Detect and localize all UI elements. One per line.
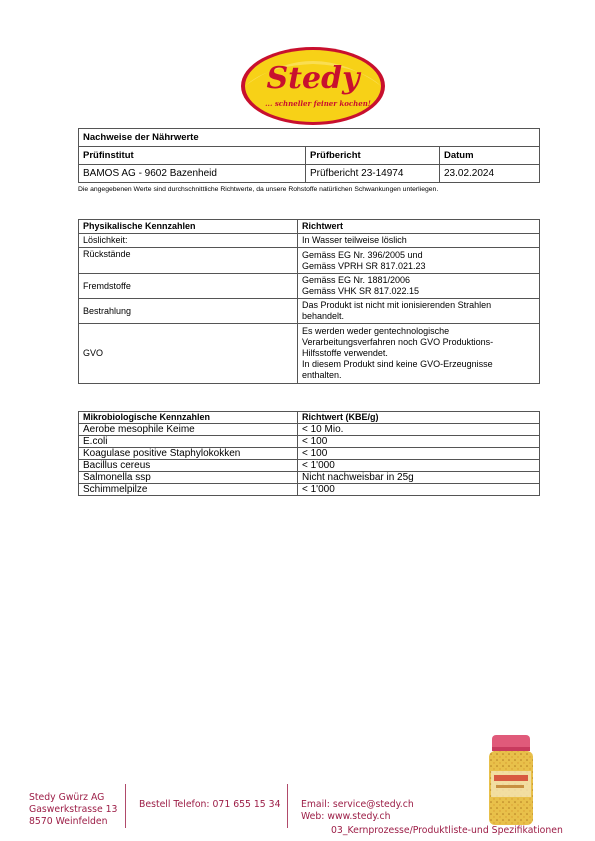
table-row [79,484,540,496]
naehrwerte-table [78,128,540,183]
phys-label: Fremdstoffe [79,274,298,299]
footer-address: Stedy Gwürz AG Gaswerkstrasse 13 8570 Weinfelden [29,792,118,827]
mikro-header-value: Richtwert (KBE/g) [298,412,540,424]
mikro-value: < 1'000 [298,460,540,472]
physikalisch-table [78,219,540,384]
phys-value: Gemäss EG Nr. 1881/2006 Gemäss VHK SR 817.022.15 [298,274,540,299]
mikro-label: Bacillus cereus [79,460,298,472]
mikro-value: < 100 [298,448,540,460]
mikro-value: Nicht nachweisbar in 25g [298,472,540,484]
table-row [79,234,540,248]
value-pruefinstitut: BAMOS AG - 9602 Bazenheid [79,165,306,183]
phys-label: GVO [79,324,298,384]
mikro-header-name: Mikrobiologische Kennzahlen [79,412,298,424]
header-pruefinstitut: Prüfinstitut [79,147,306,165]
phys-value: Das Produkt ist nicht mit ionisierenden Strahlen behandelt. [298,299,540,324]
phys-value: In Wasser teilweise löslich [298,234,540,248]
table-row [79,299,540,324]
footer-contact[interactable]: Email: service@stedy.ch Web: www.stedy.ch [301,799,414,822]
phys-header-value: Richtwert [298,220,540,234]
phys-value: Es werden weder gentechnologische Verarbeitungsverfahren noch GVO Produktions- Hilfsstoffe verwendet. In diesem Produkt sind keine GVO-Erzeugnisse enthalten. [298,324,540,384]
table-row [79,472,540,484]
mikro-label: Schimmelpilze [79,484,298,496]
mikro-label: Salmonella ssp [79,472,298,484]
table-row [79,248,540,274]
mikrobiologisch-table [78,411,540,496]
logo-slogan: ... schneller feiner kochen! [265,99,371,108]
footer-phone: Bestell Telefon: 071 655 15 34 [139,799,281,810]
phys-label: Rückstände [79,248,298,274]
stedy-logo [240,46,386,126]
mikro-label: Aerobe mesophile Keime [79,424,298,436]
table-row [79,424,540,436]
mikro-value: < 10 Mio. [298,424,540,436]
table-row [79,436,540,448]
phys-label: Löslichkeit: [79,234,298,248]
value-pruefbericht: Prüfbericht 23-14974 [306,165,440,183]
value-datum: 23.02.2024 [440,165,540,183]
header-pruefbericht: Prüfbericht [306,147,440,165]
mikro-label: Koagulase positive Staphylokokken [79,448,298,460]
phys-label: Bestrahlung [79,299,298,324]
product-jar-image [484,735,538,827]
logo-brand: Stedy [266,61,360,96]
naehrwerte-title: Nachweise der Nährwerte [79,129,540,147]
phys-value: Gemäss EG Nr. 396/2005 und Gemäss VPRH SR 817.021.23 [298,248,540,274]
phys-header-name: Physikalische Kennzahlen [79,220,298,234]
table-row [79,324,540,384]
mikro-value: < 1'000 [298,484,540,496]
mikro-value: < 100 [298,436,540,448]
table-row [79,274,540,299]
table-row [79,460,540,472]
header-datum: Datum [440,147,540,165]
disclaimer-note: Die angegebenen Werte sind durchschnittliche Richtwerte, da unsere Rohstoffe natürlichen Schwankungen unterliegen. [78,186,439,193]
table-row [79,448,540,460]
footer-divider [287,784,288,828]
mikro-label: E.coli [79,436,298,448]
footer-divider [125,784,126,828]
footer-document-path: 03_Kernprozesse/Produktliste-und Spezifikationen [331,825,563,836]
